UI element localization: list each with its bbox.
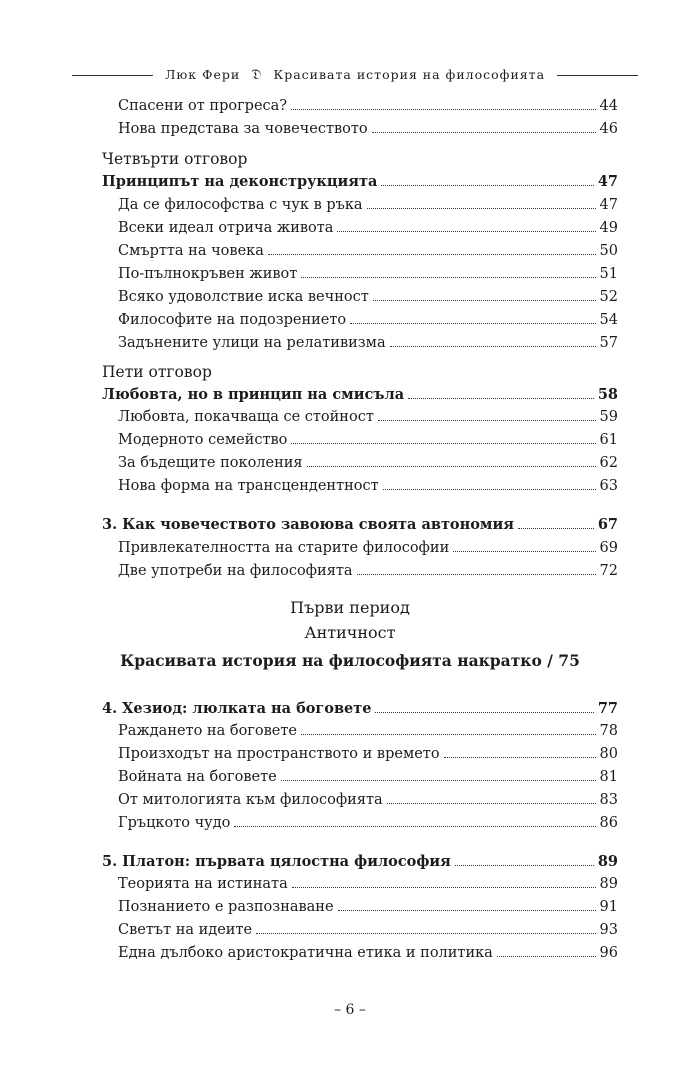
toc-group-heading: Пети отговор	[102, 363, 212, 381]
toc-leader-dots	[301, 267, 595, 278]
toc-group-heading: Четвърти отговор	[102, 150, 248, 168]
toc-leader-dots	[408, 388, 594, 399]
header-text	[153, 67, 557, 83]
toc-entry-title: Всеки идеал отрича живота	[118, 220, 334, 236]
toc-leader-dots	[307, 456, 596, 467]
toc-leader-dots	[234, 816, 595, 827]
toc-section-entry[interactable]	[118, 876, 618, 898]
toc-entry-title: Любовта, но в принцип на смисъла	[102, 386, 405, 403]
toc-entry-page: 86	[599, 815, 618, 831]
period-summary: Красивата история на философията накратко / 75	[120, 651, 580, 670]
header-rule-right	[557, 75, 638, 76]
toc-entry-title: По-пълнокръвен живот	[118, 266, 298, 282]
toc-entry-page: 78	[599, 723, 618, 739]
header-author: Люк Фери	[164, 67, 241, 82]
toc-section-entry[interactable]	[118, 746, 618, 768]
toc-entry-title: Смъртта на човека	[118, 243, 264, 259]
toc-entry-title: Произходът на пространството и времето	[118, 746, 440, 762]
toc-entry-page: 80	[599, 746, 618, 762]
toc-entry-title: Теорията на истината	[118, 876, 288, 892]
toc-section-entry[interactable]	[118, 266, 618, 288]
running-header	[72, 62, 638, 88]
toc-section-entry[interactable]	[118, 563, 618, 585]
toc-entry-title: 4. Хезиод: люлката на боговете	[102, 700, 372, 717]
toc-entry-page: 69	[599, 540, 618, 556]
toc-section-entry[interactable]	[118, 899, 618, 921]
toc-chapter-entry[interactable]	[102, 386, 618, 408]
toc-leader-dots	[373, 290, 596, 301]
toc-entry-page: 54	[599, 312, 618, 328]
toc-chapter-entry[interactable]	[102, 700, 618, 722]
toc-entry-title: Светът на идеите	[118, 922, 253, 938]
toc-leader-dots	[268, 244, 596, 255]
toc-section-entry[interactable]	[118, 815, 618, 837]
toc-entry-title: Познанието е разпознаване	[118, 899, 334, 915]
toc-leader-dots	[292, 877, 596, 888]
toc-section-entry[interactable]	[118, 455, 618, 477]
toc-entry-title: Принципът на деконструкцията	[102, 173, 378, 190]
toc-leader-dots	[378, 410, 596, 421]
toc-entry-title: Нова представа за човечеството	[118, 121, 368, 137]
toc-entry-page: 91	[599, 899, 618, 915]
toc-section-entry[interactable]	[118, 220, 618, 242]
toc-entry-title: Да се философства с чук в ръка	[118, 197, 363, 213]
toc-entry-page: 47	[599, 197, 618, 213]
toc-section-entry[interactable]	[118, 409, 618, 431]
period-label: Първи период	[290, 598, 410, 617]
toc-entry-page: 61	[599, 432, 618, 448]
toc-leader-dots	[387, 793, 596, 804]
toc-entry-page: 51	[599, 266, 618, 282]
toc-entry-page: 44	[599, 98, 618, 114]
toc-section-entry[interactable]	[118, 540, 618, 562]
toc-entry-title: 5. Платон: първата цялостна философия	[102, 853, 451, 870]
toc-leader-dots	[301, 724, 596, 735]
toc-leader-dots	[291, 99, 595, 110]
toc-entry-title: Задънените улици на релативизма	[118, 335, 386, 351]
toc-entry-page: 83	[599, 792, 618, 808]
toc-chapter-entry[interactable]	[102, 173, 618, 195]
toc-entry-title: Привлекателността на старите философии	[118, 540, 450, 556]
toc-entry-title: Една дълбоко аристократична етика и политика	[118, 945, 493, 961]
toc-leader-dots	[453, 541, 595, 552]
toc-entry-page: 67	[597, 516, 618, 533]
toc-entry-title: От митологията към философията	[118, 792, 383, 808]
toc-entry-page: 46	[599, 121, 618, 137]
toc-entry-title: Любовта, покачваща се стойност	[118, 409, 374, 425]
header-rule-left	[72, 75, 153, 76]
toc-entry-title: Гръцкото чудо	[118, 815, 231, 831]
toc-leader-dots	[518, 518, 594, 529]
toc-entry-title: За бъдещите поколения	[118, 455, 303, 471]
header-separator-glyph: 𝔇	[251, 67, 263, 83]
toc-leader-dots	[390, 336, 596, 347]
toc-leader-dots	[367, 198, 596, 209]
toc-leader-dots	[372, 122, 596, 133]
toc-entry-title: Философите на подозрението	[118, 312, 347, 328]
toc-entry-page: 47	[597, 173, 618, 190]
toc-entry-page: 81	[599, 769, 618, 785]
toc-section-entry[interactable]	[118, 335, 618, 357]
toc-entry-page: 49	[599, 220, 618, 236]
toc-entry-page: 72	[599, 563, 618, 579]
toc-entry-title: Раждането на боговете	[118, 723, 297, 739]
toc-entry-page: 57	[599, 335, 618, 351]
toc-section-entry[interactable]	[118, 769, 618, 791]
toc-entry-page: 50	[599, 243, 618, 259]
toc-section-entry[interactable]	[118, 98, 618, 120]
toc-entry-title: Две употреби на философията	[118, 563, 353, 579]
toc-entry-title: Войната на боговете	[118, 769, 277, 785]
toc-entry-title: Модерното семейство	[118, 432, 288, 448]
toc-entry-page: 63	[599, 478, 618, 494]
toc-leader-dots	[256, 923, 595, 934]
toc-chapter-entry[interactable]	[102, 516, 618, 538]
toc-entry-page: 96	[599, 945, 618, 961]
toc-leader-dots	[497, 946, 596, 957]
toc-section-entry[interactable]	[118, 792, 618, 814]
toc-entry-title: Спасени от прогреса?	[118, 98, 288, 114]
toc-section-entry[interactable]	[118, 945, 618, 967]
toc-entry-page: 89	[597, 853, 618, 870]
toc-entry-page: 52	[599, 289, 618, 305]
toc-leader-dots	[357, 564, 596, 575]
toc-entry-page: 59	[599, 409, 618, 425]
toc-section-entry[interactable]	[118, 723, 618, 745]
toc-section-entry[interactable]	[118, 478, 618, 500]
toc-section-entry[interactable]	[118, 432, 618, 454]
toc-entry-title: Нова форма на трансцендентност	[118, 478, 379, 494]
header-book-title: Красивата история на философията	[273, 67, 546, 82]
toc-section-entry[interactable]	[118, 289, 618, 311]
toc-leader-dots	[444, 747, 596, 758]
toc-leader-dots	[338, 900, 596, 911]
toc-leader-dots	[281, 770, 596, 781]
toc-leader-dots	[383, 479, 596, 490]
period-name: Античност	[304, 623, 396, 642]
toc-section-entry[interactable]	[118, 243, 618, 265]
toc-entry-title: Всяко удоволствие иска вечност	[118, 289, 369, 305]
toc-leader-dots	[350, 313, 595, 324]
page-number: – 6 –	[334, 1002, 366, 1018]
toc-entry-title: 3. Как човечеството завоюва своята автономия	[102, 516, 514, 533]
toc-entry-page: 62	[599, 455, 618, 471]
toc-leader-dots	[455, 855, 594, 866]
toc-section-entry[interactable]	[118, 197, 618, 219]
toc-entry-page: 93	[599, 922, 618, 938]
toc-chapter-entry[interactable]	[102, 853, 618, 875]
toc-entry-page: 89	[599, 876, 618, 892]
toc-entry-page: 58	[597, 386, 618, 403]
toc-leader-dots	[337, 221, 595, 232]
toc-leader-dots	[291, 433, 595, 444]
toc-entry-page: 77	[597, 700, 618, 717]
toc-section-entry[interactable]	[118, 922, 618, 944]
toc-leader-dots	[381, 175, 593, 186]
toc-section-entry[interactable]	[118, 121, 618, 143]
toc-leader-dots	[375, 702, 593, 713]
toc-section-entry[interactable]	[118, 312, 618, 334]
